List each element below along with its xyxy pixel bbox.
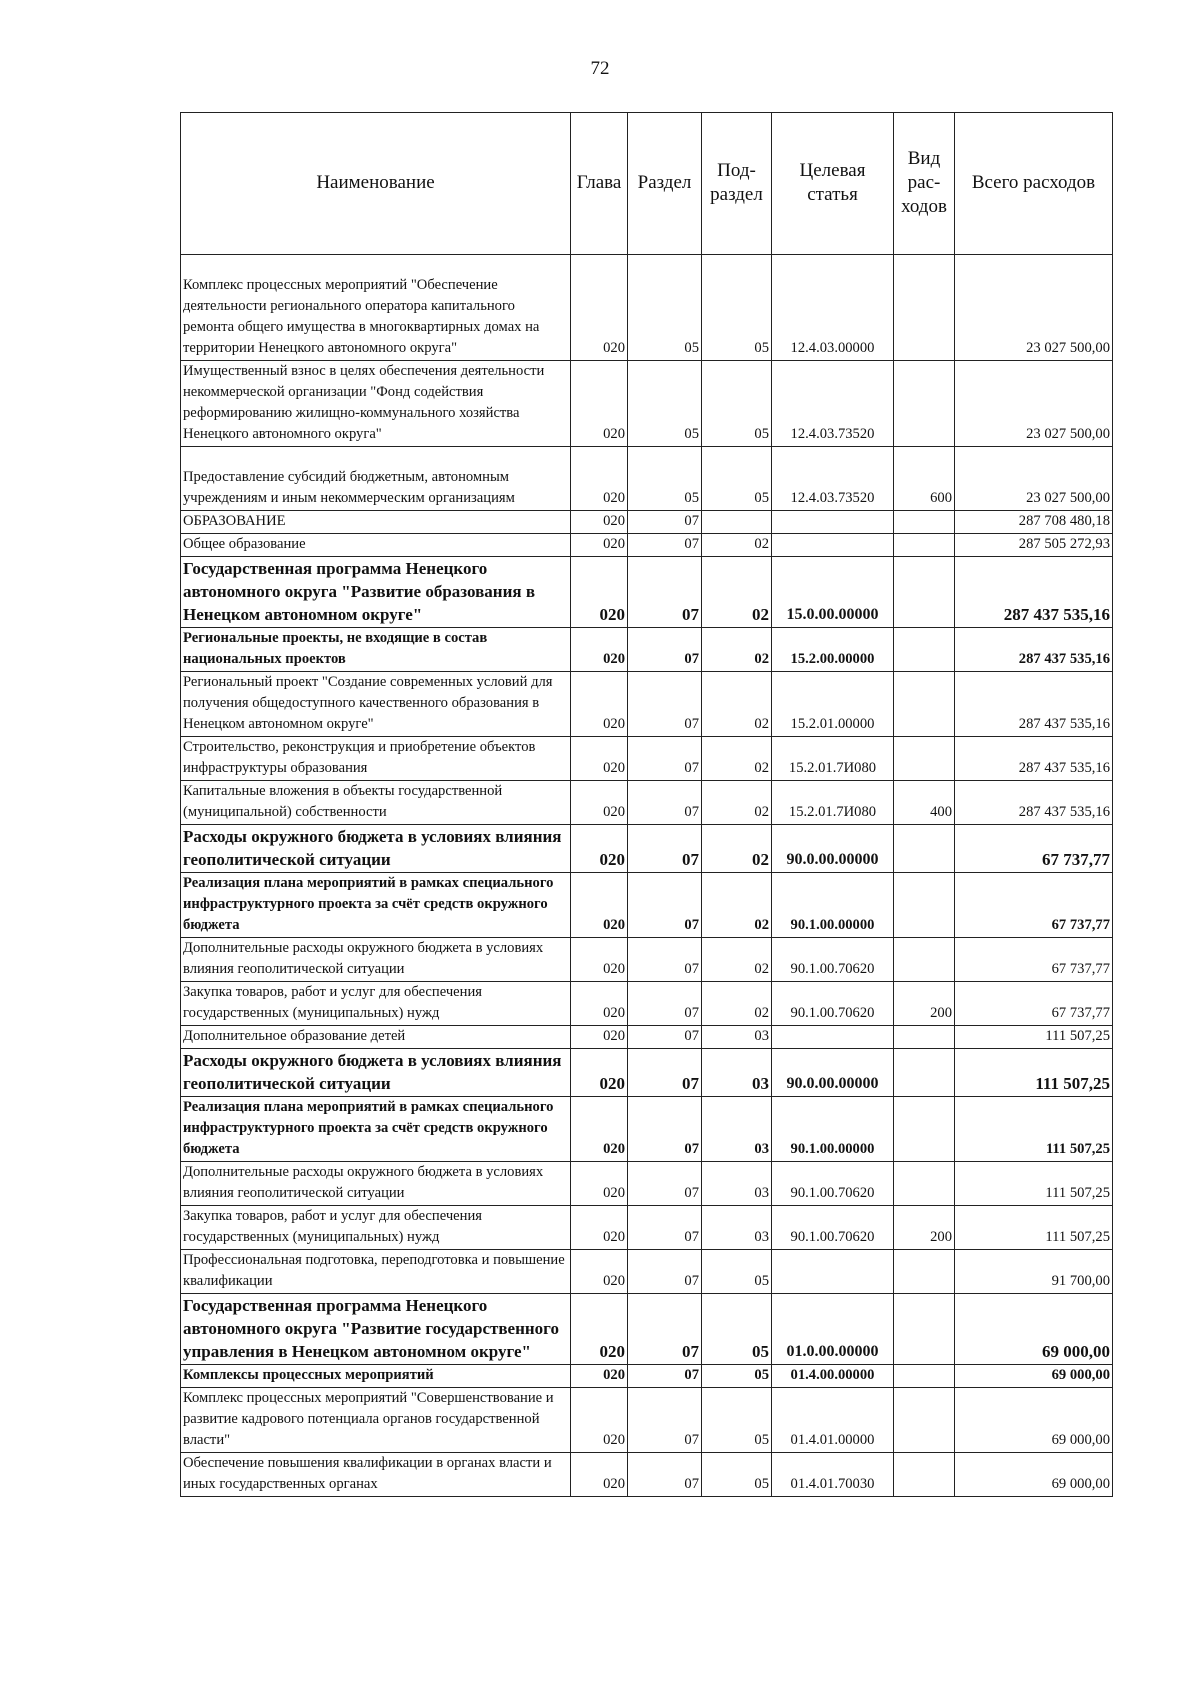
cell-celevaya: 90.0.00.00000 <box>772 825 894 873</box>
cell-podrazdel: 02 <box>702 938 772 982</box>
cell-total: 287 505 272,93 <box>955 534 1113 557</box>
table-row <box>181 534 1113 557</box>
cell-vid <box>894 1049 955 1097</box>
cell-total: 69 000,00 <box>955 1453 1113 1497</box>
cell-vid <box>894 1388 955 1453</box>
cell-razdel: 07 <box>628 1365 702 1388</box>
table-row <box>181 1206 1113 1250</box>
table-row <box>181 1162 1113 1206</box>
cell-vid <box>894 1026 955 1049</box>
cell-razdel: 07 <box>628 1206 702 1250</box>
table-row <box>181 1453 1113 1497</box>
cell-podrazdel: 05 <box>702 1388 772 1453</box>
cell-podrazdel: 05 <box>702 255 772 361</box>
cell-glava: 020 <box>571 1453 628 1497</box>
table-row <box>181 938 1113 982</box>
cell-celevaya: 90.0.00.00000 <box>772 1049 894 1097</box>
table-row <box>181 1097 1113 1162</box>
cell-glava: 020 <box>571 447 628 511</box>
cell-glava: 020 <box>571 781 628 825</box>
cell-podrazdel: 02 <box>702 781 772 825</box>
cell-name: Дополнительное образование детей <box>181 1026 571 1049</box>
cell-glava: 020 <box>571 982 628 1026</box>
cell-celevaya: 15.2.01.7И080 <box>772 737 894 781</box>
cell-glava: 020 <box>571 1049 628 1097</box>
cell-total: 111 507,25 <box>955 1162 1113 1206</box>
cell-razdel: 07 <box>628 628 702 672</box>
table-row <box>181 781 1113 825</box>
cell-celevaya: 12.4.03.73520 <box>772 447 894 511</box>
cell-vid <box>894 557 955 628</box>
cell-vid <box>894 1365 955 1388</box>
cell-razdel: 07 <box>628 1097 702 1162</box>
table-row <box>181 982 1113 1026</box>
cell-vid: 400 <box>894 781 955 825</box>
table-row <box>181 825 1113 873</box>
cell-glava: 020 <box>571 1026 628 1049</box>
cell-total: 69 000,00 <box>955 1388 1113 1453</box>
table-row <box>181 361 1113 447</box>
cell-total: 67 737,77 <box>955 825 1113 873</box>
cell-glava: 020 <box>571 825 628 873</box>
cell-podrazdel: 02 <box>702 557 772 628</box>
cell-vid <box>894 255 955 361</box>
cell-vid <box>894 511 955 534</box>
cell-razdel: 07 <box>628 938 702 982</box>
table-row <box>181 1026 1113 1049</box>
cell-glava: 020 <box>571 557 628 628</box>
cell-podrazdel: 02 <box>702 825 772 873</box>
cell-podrazdel: 03 <box>702 1097 772 1162</box>
cell-podrazdel: 05 <box>702 1294 772 1365</box>
cell-celevaya: 01.4.01.70030 <box>772 1453 894 1497</box>
table-row <box>181 672 1113 737</box>
cell-razdel: 07 <box>628 1250 702 1294</box>
table-row <box>181 1388 1113 1453</box>
cell-podrazdel: 02 <box>702 982 772 1026</box>
cell-total: 111 507,25 <box>955 1206 1113 1250</box>
cell-name: Реализация плана мероприятий в рамках специального инфраструктурного проекта за счёт средств окружного бюджета <box>181 1097 571 1162</box>
cell-celevaya: 15.2.01.00000 <box>772 672 894 737</box>
cell-total: 67 737,77 <box>955 982 1113 1026</box>
cell-name: Профессиональная подготовка, переподготовка и повышение квалификации <box>181 1250 571 1294</box>
cell-total: 23 027 500,00 <box>955 447 1113 511</box>
cell-razdel: 07 <box>628 1026 702 1049</box>
cell-glava: 020 <box>571 255 628 361</box>
cell-podrazdel: 05 <box>702 447 772 511</box>
cell-name: Расходы окружного бюджета в условиях влияния геополитической ситуации <box>181 1049 571 1097</box>
cell-celevaya: 01.4.01.00000 <box>772 1388 894 1453</box>
cell-podrazdel: 03 <box>702 1162 772 1206</box>
cell-celevaya: 15.0.00.00000 <box>772 557 894 628</box>
cell-name: Государственная программа Ненецкого автономного округа "Развитие образования в Ненецком автономном округе" <box>181 557 571 628</box>
cell-celevaya <box>772 1026 894 1049</box>
cell-celevaya <box>772 1250 894 1294</box>
table-row <box>181 1049 1113 1097</box>
cell-name: Региональные проекты, не входящие в состав национальных проектов <box>181 628 571 672</box>
cell-celevaya <box>772 511 894 534</box>
cell-razdel: 07 <box>628 982 702 1026</box>
cell-celevaya: 15.2.00.00000 <box>772 628 894 672</box>
cell-podrazdel: 05 <box>702 361 772 447</box>
header-celevaya: Целевая статья <box>772 113 894 255</box>
cell-vid <box>894 628 955 672</box>
cell-vid <box>894 1097 955 1162</box>
cell-razdel: 07 <box>628 873 702 938</box>
cell-vid <box>894 1250 955 1294</box>
cell-name: Закупка товаров, работ и услуг для обеспечения государственных (муниципальных) нужд <box>181 1206 571 1250</box>
cell-glava: 020 <box>571 1388 628 1453</box>
cell-total: 287 437 535,16 <box>955 628 1113 672</box>
header-name: Наименование <box>181 113 571 255</box>
cell-razdel: 07 <box>628 1453 702 1497</box>
cell-celevaya: 90.1.00.70620 <box>772 938 894 982</box>
table-body <box>181 255 1113 1497</box>
table-row <box>181 737 1113 781</box>
cell-name: Дополнительные расходы окружного бюджета в условиях влияния геополитической ситуации <box>181 1162 571 1206</box>
cell-razdel: 05 <box>628 255 702 361</box>
cell-vid <box>894 737 955 781</box>
cell-glava: 020 <box>571 1365 628 1388</box>
cell-podrazdel: 02 <box>702 534 772 557</box>
table-row <box>181 1250 1113 1294</box>
cell-glava: 020 <box>571 628 628 672</box>
cell-podrazdel: 02 <box>702 628 772 672</box>
cell-glava: 020 <box>571 737 628 781</box>
cell-glava: 020 <box>571 1162 628 1206</box>
cell-celevaya <box>772 534 894 557</box>
cell-total: 69 000,00 <box>955 1365 1113 1388</box>
cell-name: Обеспечение повышения квалификации в органах власти и иных государственных органах <box>181 1453 571 1497</box>
cell-name: Капитальные вложения в объекты государственной (муниципальной) собственности <box>181 781 571 825</box>
cell-glava: 020 <box>571 1250 628 1294</box>
cell-total: 287 437 535,16 <box>955 557 1113 628</box>
cell-podrazdel: 05 <box>702 1453 772 1497</box>
cell-celevaya: 12.4.03.73520 <box>772 361 894 447</box>
header-glava: Глава <box>571 113 628 255</box>
cell-name: Дополнительные расходы окружного бюджета в условиях влияния геополитической ситуации <box>181 938 571 982</box>
cell-glava: 020 <box>571 873 628 938</box>
cell-name: Государственная программа Ненецкого автономного округа "Развитие государственного управления в Ненецком автономном округе" <box>181 1294 571 1365</box>
cell-vid <box>894 1162 955 1206</box>
cell-podrazdel: 02 <box>702 672 772 737</box>
cell-name: Закупка товаров, работ и услуг для обеспечения государственных (муниципальных) нужд <box>181 982 571 1026</box>
cell-razdel: 07 <box>628 672 702 737</box>
cell-name: Строительство, реконструкция и приобретение объектов инфраструктуры образования <box>181 737 571 781</box>
cell-total: 67 737,77 <box>955 938 1113 982</box>
table-row <box>181 1365 1113 1388</box>
cell-total: 69 000,00 <box>955 1294 1113 1365</box>
cell-vid <box>894 1294 955 1365</box>
cell-razdel: 07 <box>628 534 702 557</box>
cell-podrazdel: 02 <box>702 873 772 938</box>
cell-podrazdel: 03 <box>702 1206 772 1250</box>
cell-glava: 020 <box>571 1097 628 1162</box>
cell-glava: 020 <box>571 361 628 447</box>
table-row <box>181 628 1113 672</box>
cell-vid <box>894 873 955 938</box>
cell-total: 91 700,00 <box>955 1250 1113 1294</box>
cell-razdel: 07 <box>628 1162 702 1206</box>
cell-celevaya: 12.4.03.00000 <box>772 255 894 361</box>
cell-total: 287 437 535,16 <box>955 781 1113 825</box>
cell-name: Общее образование <box>181 534 571 557</box>
cell-podrazdel: 03 <box>702 1049 772 1097</box>
cell-razdel: 07 <box>628 1294 702 1365</box>
page-number: 72 <box>590 58 610 79</box>
cell-glava: 020 <box>571 672 628 737</box>
cell-celevaya: 90.1.00.70620 <box>772 1206 894 1250</box>
cell-celevaya: 90.1.00.70620 <box>772 1162 894 1206</box>
cell-vid <box>894 1453 955 1497</box>
table-row <box>181 255 1113 361</box>
cell-name: Комплекс процессных мероприятий "Совершенствование и развитие кадрового потенциала органов государственной власти" <box>181 1388 571 1453</box>
cell-name: Региональный проект "Создание современных условий для получения общедоступного качественного образования в Ненецком автономном округе" <box>181 672 571 737</box>
cell-podrazdel: 02 <box>702 737 772 781</box>
cell-total: 287 437 535,16 <box>955 737 1113 781</box>
cell-name: Имущественный взнос в целях обеспечения деятельности некоммерческой организации "Фонд содействия реформированию жилищно-коммунального хозяйства Ненецкого автономного округа" <box>181 361 571 447</box>
cell-glava: 020 <box>571 1294 628 1365</box>
cell-glava: 020 <box>571 938 628 982</box>
table-row <box>181 511 1113 534</box>
cell-razdel: 07 <box>628 737 702 781</box>
cell-razdel: 07 <box>628 1049 702 1097</box>
table-row <box>181 873 1113 938</box>
cell-total: 287 437 535,16 <box>955 672 1113 737</box>
cell-total: 111 507,25 <box>955 1026 1113 1049</box>
cell-total: 67 737,77 <box>955 873 1113 938</box>
cell-vid: 200 <box>894 1206 955 1250</box>
cell-podrazdel: 05 <box>702 1250 772 1294</box>
table-row <box>181 447 1113 511</box>
cell-glava: 020 <box>571 534 628 557</box>
cell-celevaya: 90.1.00.70620 <box>772 982 894 1026</box>
header-vid: Вид рас- ходов <box>894 113 955 255</box>
cell-vid <box>894 938 955 982</box>
cell-celevaya: 01.4.00.00000 <box>772 1365 894 1388</box>
cell-celevaya: 01.0.00.00000 <box>772 1294 894 1365</box>
cell-glava: 020 <box>571 1206 628 1250</box>
cell-total: 23 027 500,00 <box>955 255 1113 361</box>
cell-name: Реализация плана мероприятий в рамках специального инфраструктурного проекта за счёт средств окружного бюджета <box>181 873 571 938</box>
cell-vid <box>894 534 955 557</box>
header-podrazdel: Под- раздел <box>702 113 772 255</box>
cell-podrazdel <box>702 511 772 534</box>
budget-table <box>180 112 1113 1497</box>
table-row <box>181 1294 1113 1365</box>
cell-razdel: 05 <box>628 361 702 447</box>
cell-razdel: 07 <box>628 1388 702 1453</box>
table-row <box>181 557 1113 628</box>
cell-name: Расходы окружного бюджета в условиях влияния геополитической ситуации <box>181 825 571 873</box>
cell-vid: 600 <box>894 447 955 511</box>
cell-name: Предоставление субсидий бюджетным, автономным учреждениям и иным некоммерческим организациям <box>181 447 571 511</box>
cell-glava: 020 <box>571 511 628 534</box>
header-total: Всего расходов <box>955 113 1113 255</box>
cell-razdel: 07 <box>628 557 702 628</box>
cell-celevaya: 90.1.00.00000 <box>772 1097 894 1162</box>
cell-vid <box>894 361 955 447</box>
cell-total: 287 708 480,18 <box>955 511 1113 534</box>
cell-name: ОБРАЗОВАНИЕ <box>181 511 571 534</box>
cell-vid <box>894 672 955 737</box>
table-header-row <box>181 113 1113 255</box>
cell-razdel: 07 <box>628 825 702 873</box>
cell-total: 111 507,25 <box>955 1097 1113 1162</box>
cell-razdel: 07 <box>628 511 702 534</box>
header-razdel: Раздел <box>628 113 702 255</box>
cell-name: Комплекс процессных мероприятий "Обеспечение деятельности регионального оператора капитального ремонта общего имущества в многоквартирных домах на территории Ненецкого автономного округа" <box>181 255 571 361</box>
cell-razdel: 05 <box>628 447 702 511</box>
cell-celevaya: 90.1.00.00000 <box>772 873 894 938</box>
cell-total: 23 027 500,00 <box>955 361 1113 447</box>
cell-podrazdel: 03 <box>702 1026 772 1049</box>
cell-celevaya: 15.2.01.7И080 <box>772 781 894 825</box>
cell-razdel: 07 <box>628 781 702 825</box>
cell-name: Комплексы процессных мероприятий <box>181 1365 571 1388</box>
cell-vid: 200 <box>894 982 955 1026</box>
cell-vid <box>894 825 955 873</box>
cell-total: 111 507,25 <box>955 1049 1113 1097</box>
cell-podrazdel: 05 <box>702 1365 772 1388</box>
